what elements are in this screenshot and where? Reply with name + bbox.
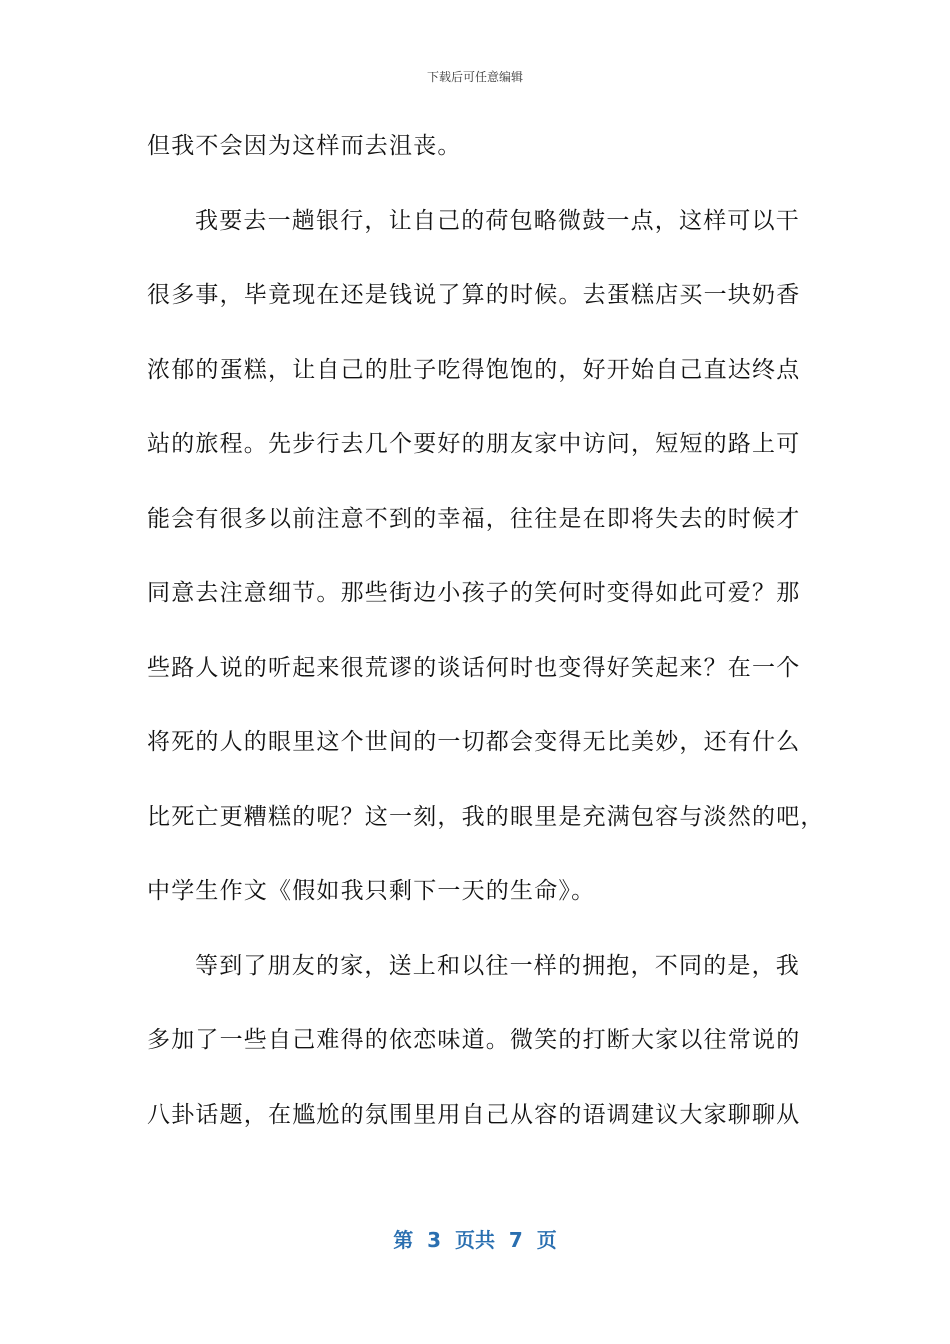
text-line: 中学生作文《假如我只剩下一天的生命》。 <box>147 878 596 904</box>
text-line: 些路人说的听起来很荒谬的谈话何时也变得好笑起来？在一个 <box>147 654 801 681</box>
header-note: 下载后可任意编辑 <box>426 70 523 84</box>
text-line: 比死亡更糟糕的呢？这一刻，我的眼里是充满包容与淡然的吧， <box>147 803 825 830</box>
text-line: 很多事，毕竟现在还是钱说了算的时候。去蛋糕店买一块奶香 <box>147 282 801 308</box>
text-line: 等到了朋友的家，送上和以往一样的拥抱，不同的是，我 <box>195 952 800 979</box>
text-line: 将死的人的眼里这个世间的一切都会变得无比美妙，还有什么 <box>147 729 801 755</box>
text-line: 多加了一些自己难得的依恋味道。微笑的打断大家以往常说的 <box>147 1027 801 1053</box>
text-line: 能会有很多以前注意不到的幸福，往往是在即将失去的时候才 <box>147 505 801 532</box>
text-line: 我要去一趟银行，让自己的荷包略微鼓一点，这样可以干 <box>195 207 800 234</box>
document-body <box>147 126 825 1169</box>
page-number: 第 3 页共 7 页 <box>393 1228 557 1252</box>
text-line: 站的旅程。先步行去几个要好的朋友家中访问，短短的路上可 <box>147 431 801 457</box>
text-line: 但我不会因为这样而去沮丧。 <box>147 133 462 159</box>
text-line: 浓郁的蛋糕，让自己的肚子吃得饱饱的，好开始自己直达终点 <box>147 356 801 383</box>
text-line: 八卦话题，在尴尬的氛围里用自己从容的语调建议大家聊聊从 <box>147 1101 801 1128</box>
text-line: 同意去注意细节。那些街边小孩子的笑何时变得如此可爱？那 <box>147 580 801 606</box>
